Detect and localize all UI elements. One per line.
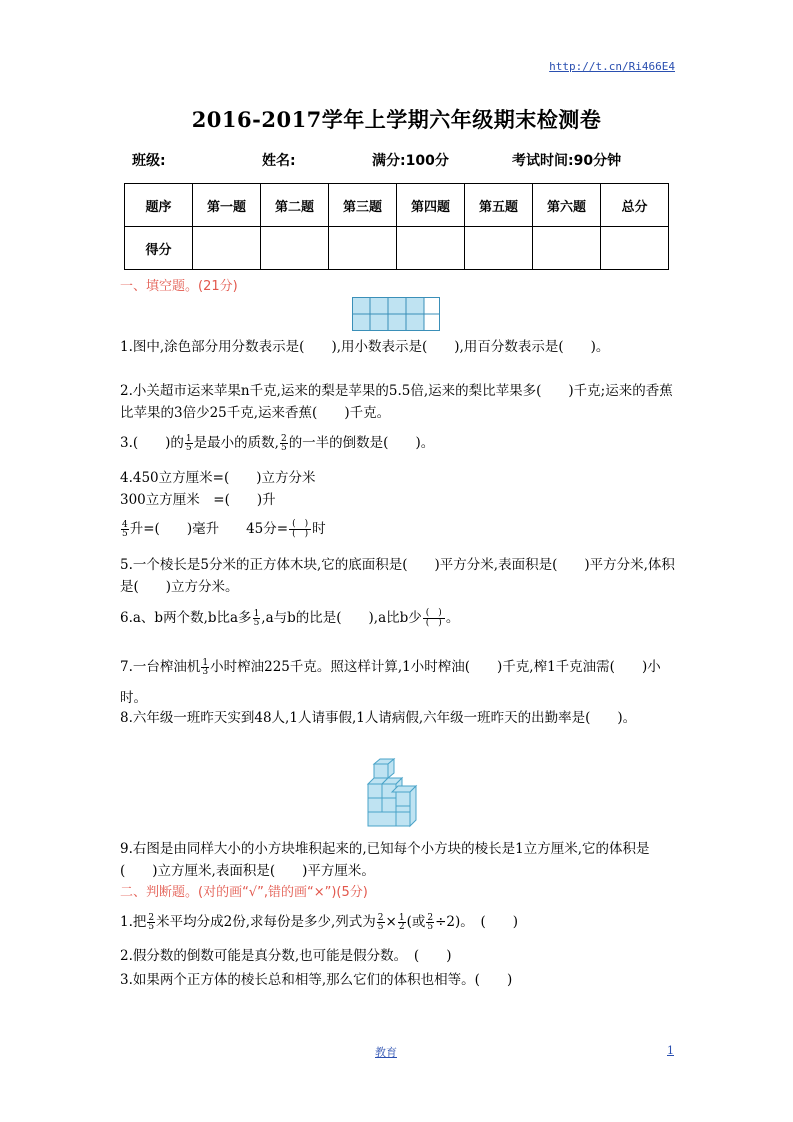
fraction-num: ( ): [423, 609, 445, 619]
score-header-cell: 第五题: [465, 184, 533, 227]
question-7: [120, 652, 675, 714]
q4c-text-2: 时: [312, 521, 326, 537]
shaded-grid-figure: [352, 297, 442, 333]
cube-face: [396, 792, 410, 806]
score-cell[interactable]: [533, 227, 601, 270]
fraction-num: ( ): [289, 520, 311, 530]
fraction-num: 1: [185, 434, 192, 444]
j1-text-d: (或: [406, 914, 426, 930]
score-row-label: 得分: [125, 227, 193, 270]
question-1: 1.图中,涂色部分用分数表示是( ),用小数表示是( ),用百分数表示是( )。: [120, 339, 610, 355]
score-cell[interactable]: [397, 227, 465, 270]
fraction-den: 5: [280, 443, 287, 453]
blank-fraction[interactable]: [423, 609, 445, 628]
fraction-one-half: [398, 914, 406, 931]
fraction-one-third: [201, 659, 209, 676]
score-header-cell: 第一题: [193, 184, 261, 227]
cube-face: [368, 812, 396, 826]
q3-text-b: 是最小的质数,: [193, 435, 279, 451]
fraction-num: 2: [427, 913, 434, 923]
fraction-num: 1: [202, 658, 209, 668]
cube-face: [410, 786, 416, 826]
stacked-cubes-figure: [364, 758, 420, 830]
j1-text-c: ×: [385, 914, 397, 930]
page-number: 1: [667, 1044, 674, 1057]
fraction-den: ( ): [292, 529, 309, 539]
class-label: 班级:: [132, 153, 166, 169]
score-header-cell: 总分: [601, 184, 669, 227]
fraction-one-fifth: [185, 435, 193, 452]
q7-text-b: 小时榨油225千克。照这样计算,1小时榨油( )千克,榨1千克油需( )小时。: [120, 659, 661, 706]
score-cell[interactable]: [329, 227, 397, 270]
question-4c: [120, 518, 675, 540]
question-9: 9.右图是由同样大小的小方块堆积起来的,已知每个小方块的棱长是1立方厘米,它的体积是( )立方厘米,表面积是( )平方厘米。: [120, 841, 650, 879]
fraction-num: 2: [377, 913, 384, 923]
fraction-den: 5: [122, 529, 128, 539]
j1-text-e: ÷2)。 ( ): [435, 914, 519, 930]
blank-fraction[interactable]: [289, 520, 311, 539]
footer-link[interactable]: 教育: [375, 1046, 397, 1059]
question-4a: 4.450立方厘米=( )立方分米: [120, 470, 316, 486]
score-header-cell: 第四题: [397, 184, 465, 227]
fraction-den: 5: [185, 443, 192, 453]
q3-text-c: 的一半的倒数是( )。: [288, 435, 435, 451]
fraction-four-fifths: [121, 521, 129, 538]
q6-text-c: 。: [445, 610, 460, 626]
name-label: 姓名:: [262, 153, 296, 169]
question-6: [120, 607, 675, 629]
fraction-two-fifths: [280, 435, 288, 452]
cube-face: [396, 812, 410, 826]
fraction-num: 2: [280, 434, 287, 444]
fraction-den: 2: [398, 922, 405, 932]
q6-text-a: 6.a、b两个数,b比a多: [120, 610, 252, 626]
cube-face: [368, 798, 382, 812]
question-2: 2.小关超市运来苹果n千克,运来的梨是苹果的5.5倍,运来的梨比苹果多( )千克;运来的香蕉比苹果的3倍少25千克,运来香蕉( )千克。: [120, 383, 673, 421]
section-1-title: 一、填空题。(21分): [120, 279, 238, 294]
score-header-cell: 第六题: [533, 184, 601, 227]
fraction-den: 3: [202, 667, 209, 677]
score-table-header-row: [125, 184, 669, 227]
j1-text-a: 1.把: [120, 914, 147, 930]
score-header-cell: 第三题: [329, 184, 397, 227]
fraction-den: 5: [148, 922, 155, 932]
cube-face: [382, 798, 396, 812]
score-table: [124, 183, 669, 270]
score-header-cell: 题序: [125, 184, 193, 227]
fraction-den: 5: [253, 618, 260, 628]
page-title: 2016-2017学年上学期六年级期末检测卷: [191, 107, 602, 132]
fraction-den: 5: [427, 922, 434, 932]
q3-text-a: 3.( )的: [120, 435, 184, 451]
score-table-score-row: [125, 227, 669, 270]
question-5: 5.一个棱长是5分米的正方体木块,它的底面积是( )平方分米,表面积是( )平方分米,体积是( )立方分米。: [120, 557, 675, 595]
fraction-two-fifths: [426, 914, 434, 931]
header-link[interactable]: http://t.cn/Ri466E4: [549, 60, 675, 73]
fraction-one-fifth: [253, 610, 261, 627]
judge-3: 3.如果两个正方体的棱长总和相等,那么它们的体积也相等。( ): [120, 972, 513, 988]
cube-face: [374, 764, 388, 778]
score-header-cell: 第二题: [261, 184, 329, 227]
cube-face: [368, 784, 382, 798]
section-2-title: 二、判断题。(对的画“√”,错的画“×”)(5分): [120, 885, 368, 900]
question-4b: 300立方厘米 =( )升: [120, 492, 276, 508]
score-cell[interactable]: [465, 227, 533, 270]
score-cell[interactable]: [601, 227, 669, 270]
score-cell[interactable]: [193, 227, 261, 270]
fraction-num: 4: [122, 520, 128, 530]
fraction-den: 5: [377, 922, 384, 932]
judge-2: 2.假分数的倒数可能是真分数,也可能是假分数。 ( ): [120, 948, 452, 964]
q7-text-a: 7.一台榨油机: [120, 659, 201, 675]
score-cell[interactable]: [261, 227, 329, 270]
score-label: 满分:100分: [372, 153, 449, 169]
fraction-two-fifths: [377, 914, 385, 931]
fraction-num: 1: [398, 913, 405, 923]
question-3: [120, 432, 675, 454]
fraction-den: ( ): [425, 618, 442, 628]
q6-text-b: ,a与b的比是( ),a比b少: [261, 610, 422, 626]
j1-text-b: 米平均分成2份,求每份是多少,列式为: [156, 914, 376, 930]
question-8: 8.六年级一班昨天实到48人,1人请事假,1人请病假,六年级一班昨天的出勤率是( )。: [120, 710, 637, 726]
fraction-num: 1: [253, 609, 260, 619]
fraction-two-fifths: [147, 914, 155, 931]
time-label: 考试时间:90分钟: [512, 153, 622, 169]
q4c-text-1: 升=( )毫升 45分=: [129, 521, 289, 537]
judge-1: [120, 911, 675, 933]
fraction-num: 2: [148, 913, 155, 923]
